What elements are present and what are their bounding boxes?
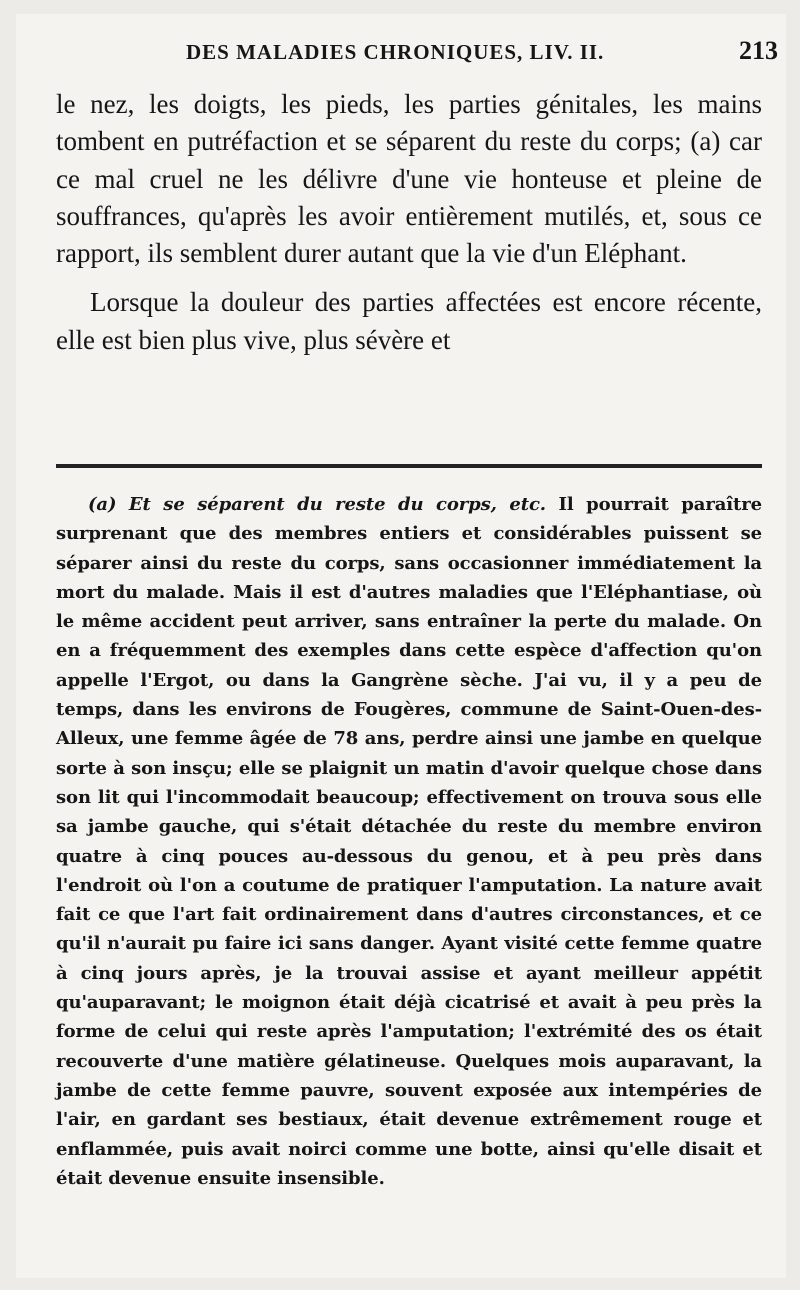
page-number: 213 (739, 36, 778, 65)
running-title: DES MALADIES CHRONIQUES, LIV. II. (186, 40, 605, 64)
footnote (56, 490, 762, 1193)
paragraph-2: Lorsque la douleur des parties affectées est encore récente, elle est bien plus vive, plus sévère et (56, 287, 762, 355)
main-text (56, 86, 762, 359)
paragraph-1: le nez, les doigts, les pieds, les parties génitales, les mains tombent en putréfaction et se séparent du reste du corps; (a) car ce mal cruel ne les délivre d'une vie honteuse et pleine de souffrances, qu'après les avoir entièrement mutilés, et, sous ce rapport, ils semblent durer autant que la vie d'un Eléphant. (56, 89, 762, 269)
book-page (16, 14, 786, 1278)
footnote-paragraph (56, 490, 762, 1193)
footnote-marker: (a) Et se séparent du reste du corps, etc. (88, 494, 546, 515)
footnote-text: Il pourrait paraître surprenant que des membres entiers et considérables puissent se séparer ainsi du reste du corps, sans occasionner immédiatement la mort du malade. Mais il est d'autres maladies que l'Eléphantiase, où le même accident peut arriver, sans entraîner la perte du malade. On en a fréquemment des exemples dans cette espèce d'affection qu'on appelle l'Ergot, ou dans la Gangrène sèche. J'ai vu, il y a peu de temps, dans les environs de Fougères, commune de Saint-Ouen-des-Alleux, une femme âgée de 78 ans, perdre ainsi une jambe en quelque sorte à son insçu; elle se plaignit un matin d'avoir quelque chose dans son lit qui l'incommodait beaucoup; effectivement on trouva sous elle sa jambe gauche, qui s'était détachée du reste du membre environ quatre à cinq pouces au-dessous du genou, et à peu près dans l'endroit où l'on a coutume de pratiquer l'amputation. La nature avait fait ce que l'art fait ordinairement dans d'autres circonstances, et ce qu'il n'aurait pu faire ici sans danger. Ayant visité cette femme quatre à cinq jours après, je la trouvai assise et ayant meilleur appétit qu'auparavant; le moignon était déjà cicatrisé et avait à peu près la forme de celui qui reste après l'amputation; l'extrémité des os était recouverte d'une matière gélatineuse. Quelques mois auparavant, la jambe de cette femme pauvre, souvent exposée aux intempéries de l'air, en gardant ses bestiaux, était devenue extrêmement rouge et enflammée, puis avait noirci comme une botte, ainsi qu'elle disait et était devenue ensuite insensible. (56, 494, 762, 1189)
footnote-rule (56, 464, 762, 468)
page-header (76, 36, 788, 66)
